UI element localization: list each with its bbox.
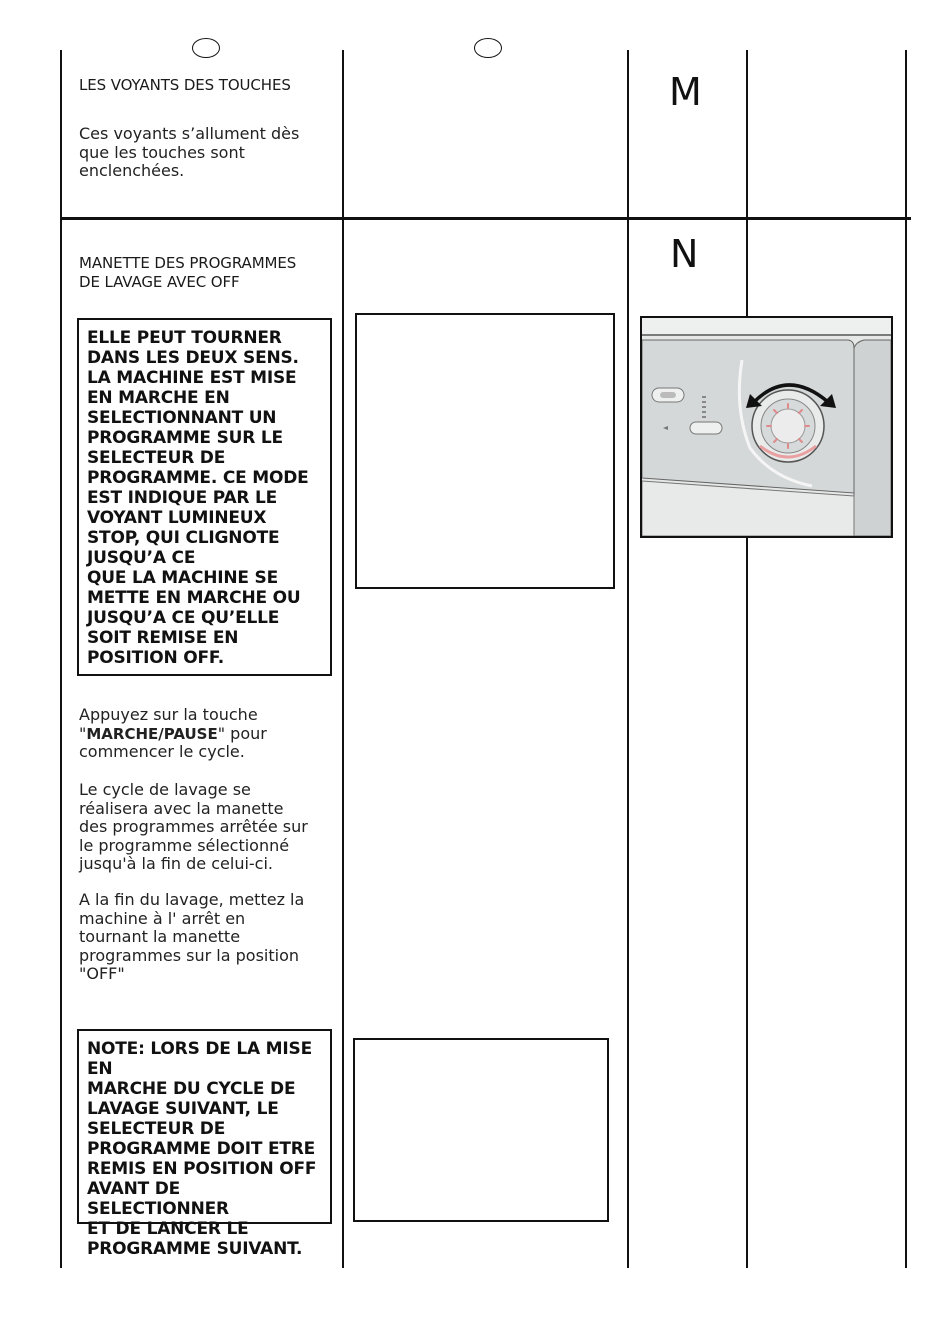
control-panel-illustration (642, 318, 891, 536)
column-divider-right (627, 50, 629, 1268)
language-flag-circle-right-icon (474, 38, 502, 58)
section-m-heading: LES VOYANTS DES TOUCHES (79, 76, 291, 94)
section-letter-n: N (670, 232, 699, 276)
column-divider-mid (342, 50, 344, 1268)
language-flag-circle-left-icon (192, 38, 220, 58)
paragraph-start-cycle (79, 706, 267, 762)
column-divider-figure (746, 50, 748, 1268)
warning-box: ELLE PEUT TOURNER DANS LES DEUX SENS. LA MACHINE EST MISE EN MARCHE EN SELECTIONNANT UN PROGRAMME SUR LE SELECTEUR DE PROGRAMME. CE MODE EST INDIQUE PAR LE VOYANT LUMINEUX STOP, QUI CLIGNOTE JUSQU’A CE QUE LA MACHINE SE METTE EN MARCHE OU JUSQU’A CE QU’ELLE SOIT REMISE EN POSITION OFF. (77, 318, 332, 676)
paragraph-start-text-b: " pour commencer le cycle. (79, 723, 267, 761)
marche-pause-label: MARCHE/PAUSE (86, 724, 218, 743)
section-n-heading: MANETTE DES PROGRAMMES DE LAVAGE AVEC OFF (79, 254, 297, 291)
column-divider-far-right (905, 50, 907, 1268)
section-letter-m: M (669, 70, 702, 114)
paragraph-cycle: Le cycle de lavage se réalisera avec la manette des programmes arrêtée sur le programme sélectionné jusqu'à la fin de celui-ci. (79, 780, 308, 873)
note-box: NOTE: LORS DE LA MISE EN MARCHE DU CYCLE DE LAVAGE SUIVANT, LE SELECTEUR DE PROGRAMME DOIT ETRE REMIS EN POSITION OFF AVANT DE SELECTIONNER ET DE LANCER LE PROGRAMME SUIVANT. (77, 1029, 332, 1224)
column-divider-left (60, 50, 62, 1268)
translation-box-top (355, 313, 615, 589)
control-panel-figure (640, 316, 893, 538)
section-m-text: Ces voyants s’allument dès que les touches sont enclenchées. (79, 124, 300, 180)
paragraph-start-text-a: Appuyez sur la touche " (79, 705, 258, 743)
translation-box-bottom (353, 1038, 609, 1222)
section-separator (60, 217, 911, 220)
paragraph-end: A la fin du lavage, mettez la machine à l' arrêt en tournant la manette programmes sur la position "OFF" (79, 890, 305, 983)
